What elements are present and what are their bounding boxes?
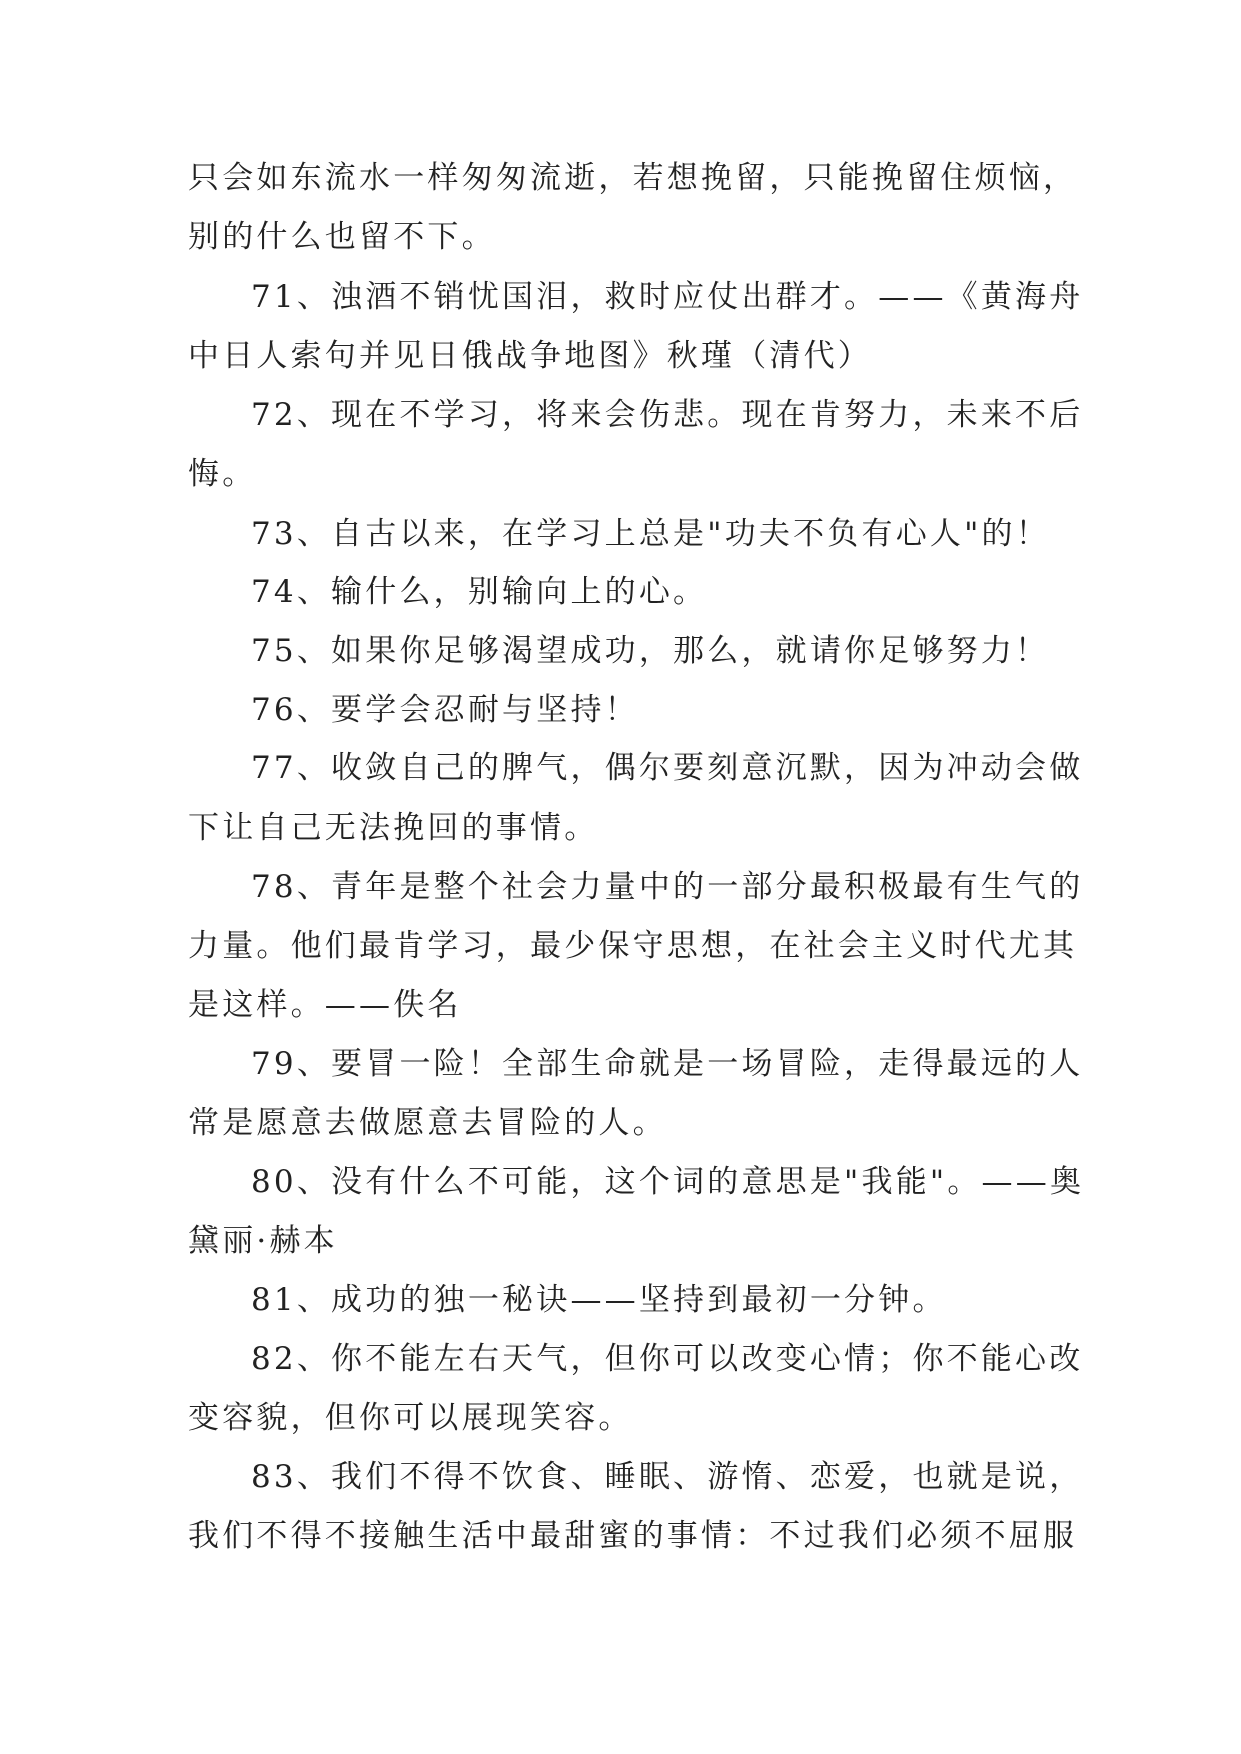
text-line: 75、如果你足够渴望成功，那么，就请你足够努力！ [251,633,1050,669]
text-line: 常是愿意去做愿意去冒险的人。 [188,1105,667,1141]
text-line: 72、现在不学习，将来会伤悲。现在肯努力，未来不后 [251,397,1084,433]
text-line: 81、成功的独一秘诀——坚持到最初一分钟。 [251,1282,947,1318]
text-line: 82、你不能左右天气，但你可以改变心情；你不能心改 [251,1341,1084,1377]
text-line: 我们不得不接触生活中最甜蜜的事情：不过我们必须不屈服 [188,1518,1078,1554]
text-line: 80、没有什么不可能，这个词的意思是"我能"。——奥 [251,1164,1085,1200]
text-line: 74、输什么，别输向上的心。 [251,574,708,610]
text-line: 悔。 [188,456,257,492]
text-line: 别的什么也留不下。 [188,219,496,255]
text-line: 力量。他们最肯学习，最少保守思想，在社会主义时代尤其 [188,928,1078,964]
text-line: 中日人索句并见日俄战争地图》秋瑾（清代） [188,338,872,374]
text-line: 78、青年是整个社会力量中的一部分最积极最有生气的 [251,869,1084,905]
text-line: 只会如东流水一样匆匆流逝，若想挽留，只能挽留住烦恼， [188,160,1078,196]
text-line: 变容貌，但你可以展现笑容。 [188,1400,633,1436]
text-line: 黛丽·赫本 [188,1223,338,1259]
text-line: 83、我们不得不饮食、睡眠、游惰、恋爱，也就是说， [251,1459,1084,1495]
text-line: 73、自古以来，在学习上总是"功夫不负有心人"的！ [251,516,1050,552]
text-line: 79、要冒一险！全部生命就是一场冒险，走得最远的人 [251,1046,1084,1082]
text-line: 76、要学会忍耐与坚持！ [251,692,639,728]
text-line: 下让自己无法挽回的事情。 [188,810,599,846]
text-line: 71、浊酒不销忧国泪，救时应仗出群才。——《黄海舟 [251,279,1084,315]
text-line: 是这样。——佚名 [188,987,462,1023]
text-line: 77、收敛自己的脾气，偶尔要刻意沉默，因为冲动会做 [251,750,1084,786]
